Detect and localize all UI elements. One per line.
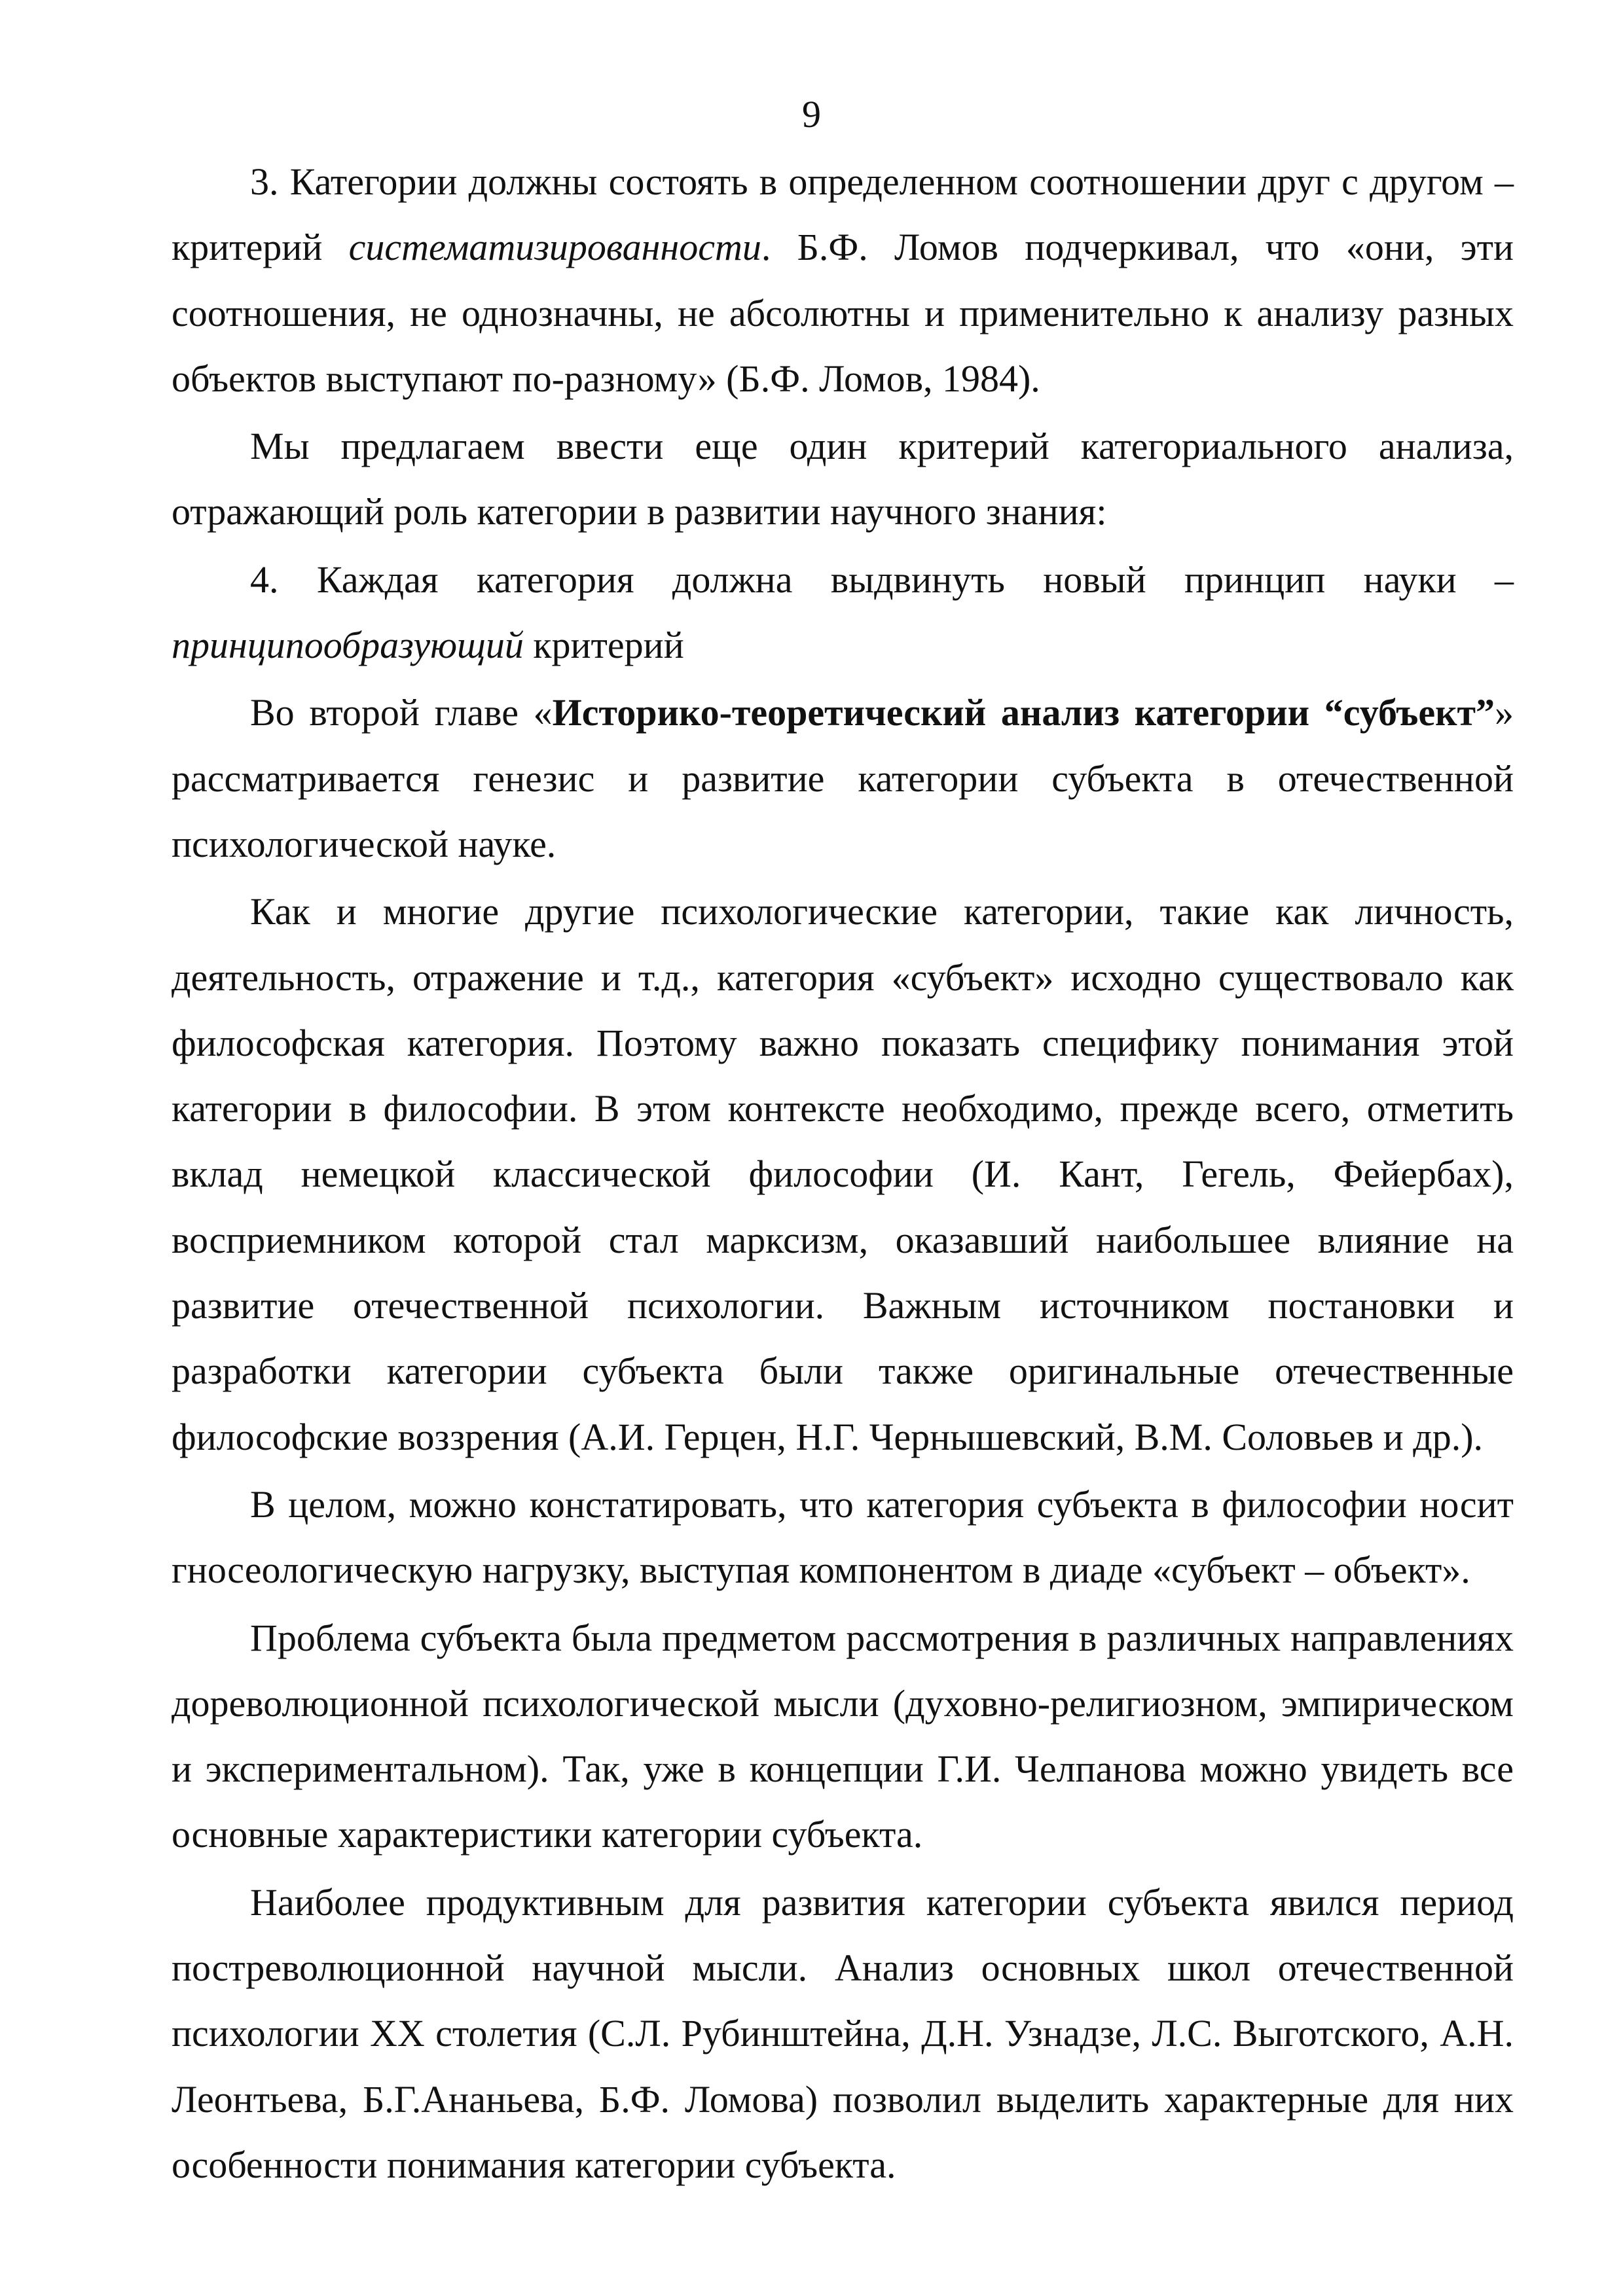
body-text — [172, 149, 1514, 2198]
paragraph-text: . Б.Ф. Ломов подчеркивал, что «они, эти соотношения, не однозначны, не абсолютны и применительно к анализу разных объектов выступают по-разному» (Б.Ф. Ломов, 1984). — [172, 226, 1514, 400]
paragraph-text: 3. Категории должны состоять в определенном соотношении друг с другом – критерий — [172, 160, 1514, 269]
paragraph-criterion-4 — [172, 547, 1514, 679]
italic-term: принципообразующий — [172, 624, 524, 667]
paragraph-text: Во второй главе « — [250, 691, 553, 734]
paragraph-criterion-3 — [172, 149, 1514, 412]
paragraph-postrevolutionary: Наиболее продуктивным для развития категории субъекта явился период постреволюционной научной мысли. Анализ основных школ отечественной психологии XX столетия (С.Л. Рубинштейна, Д.Н. Узнадзе, Л.С. Выготского, А.Н. Леонтьева, Б.Г.Ананьева, Б.Ф. Ломова) позволил выделить характерные для них особенности понимания категории субъекта. — [172, 1880, 1514, 2186]
paragraph-text: критерий — [523, 624, 684, 667]
paragraph-text: 4. Каждая категория должна выдвинуть новый принцип науки – — [250, 558, 1514, 601]
paragraph-chapter-two — [172, 680, 1514, 877]
paragraph-text: » рассматривается генезис и развитие категории субъекта в отечественной психологической науке. — [172, 691, 1514, 865]
chapter-title: Историко-теоретический анализ категории “субъект” — [552, 691, 1495, 734]
paragraph-proposal: Мы предлагаем ввести еще один критерий категориального анализа, отражающий роль категории в развитии научного знания: — [172, 425, 1514, 533]
page-number: 9 — [802, 93, 821, 135]
italic-term: систематизированности — [348, 226, 761, 269]
paragraph-conclusion: В целом, можно констатировать, что категория субъекта в философии носит гносеологическую нагрузку, выступая компонентом в диаде «субъект – объект». — [172, 1482, 1514, 1592]
paragraph-prerevolutionary: Проблема субъекта была предметом рассмотрения в различных направлениях дореволюционной психологической мысли (духовно-религиозном, эмпирическом и экспериментальном). Так, уже в концепции Г.И. Челпанова можно увидеть все основные характеристики категории субъекта. — [172, 1616, 1514, 1856]
paragraph-philosophy: Как и многие другие психологические категории, такие как личность, деятельность, отражение и т.д., категория «субъект» исходно существовало как философская категория. Поэтому важно показать специфику понимания этой категории в философии. В этом контексте необходимо, прежде всего, отметить вклад немецкой классической философии (И. Кант, Гегель, Фейербах), восприемником которой стал марксизм, оказавший наибольшее влияние на развитие отечественной психологии. Важным источником постановки и разработки категории субъекта были также оригинальные отечественные философские воззрения (А.И. Герцен, Н.Г. Чернышевский, В.М. Соловьев и др.). — [172, 890, 1514, 1458]
